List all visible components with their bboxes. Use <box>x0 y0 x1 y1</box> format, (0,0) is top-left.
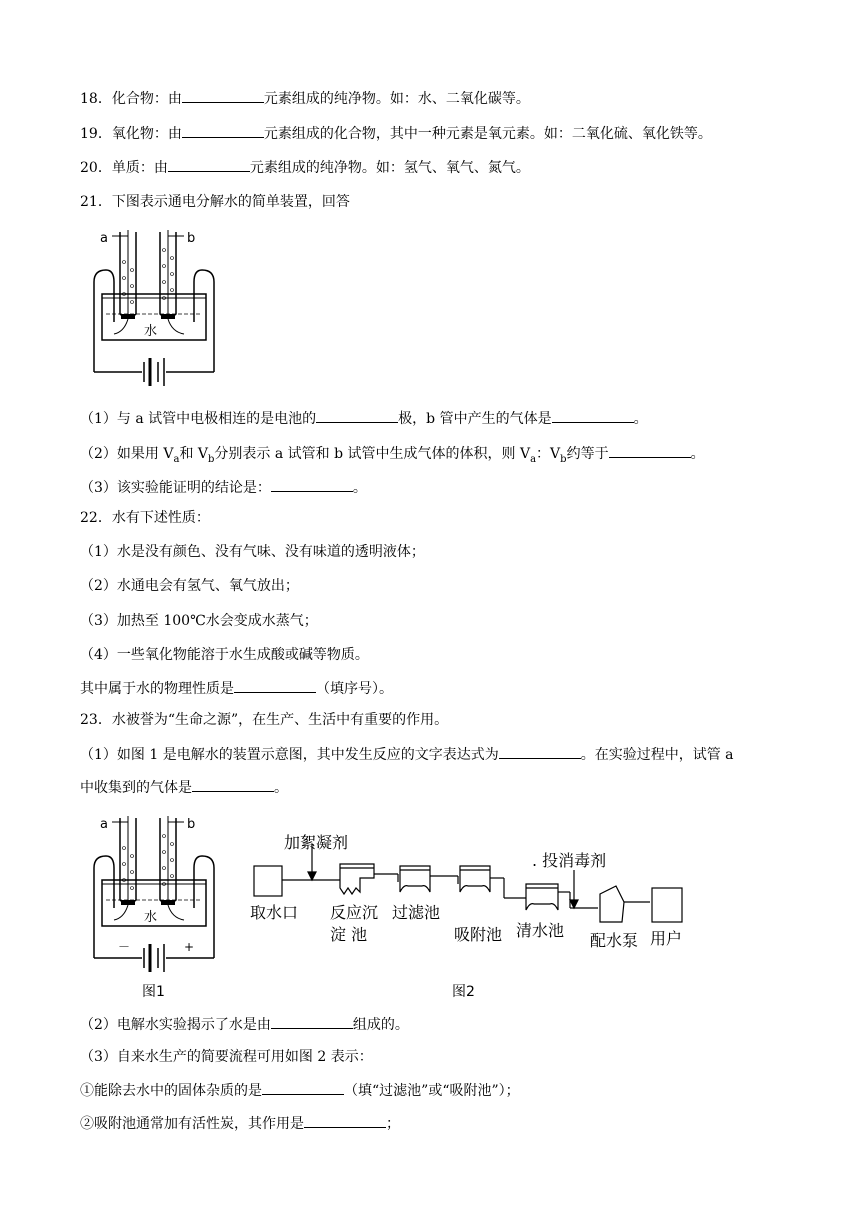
q19-number: 19． <box>80 126 112 142</box>
q22-ask-text-a: 其中属于水的物理性质是 <box>80 681 234 697</box>
q23-p3: （3）自来水生产的简要流程可用如图 2 表示： <box>80 1049 373 1065</box>
q20-number: 20． <box>80 160 112 176</box>
q18-text-a: 化合物：由 <box>111 91 182 107</box>
q22-ask-text-b: （填序号）。 <box>316 681 393 697</box>
q21-p2-sub2: b <box>208 453 215 465</box>
fig1-caption: 图1 <box>142 984 165 1000</box>
q23-p1-line1 <box>80 744 734 765</box>
q20-text-b: 元素组成的纯净物。如：氢气、氧气、氮气。 <box>249 160 530 176</box>
q21-p3-text-b: 。 <box>352 480 367 496</box>
q23-p1-line2 <box>80 777 288 798</box>
q21-p2-sub3: a <box>530 453 537 465</box>
q22-item-4: （4）一些氧化物能溶于水生成酸或碱等物质。 <box>80 647 369 663</box>
q22-blank[interactable] <box>234 678 316 693</box>
q22-item-1: （1）水是没有颜色、没有气味、没有味道的透明液体； <box>80 544 425 560</box>
fig2-label-reaction-2: 淀 池 <box>330 925 368 944</box>
fig2-label-pump: 配水泵 <box>590 931 639 950</box>
fig2-label-filter: 过滤池 <box>392 903 441 922</box>
q23-s2-blank[interactable] <box>304 1113 386 1128</box>
q21-p2-blank[interactable] <box>609 443 691 458</box>
q21-p2 <box>80 443 705 470</box>
q21-p3-text-a: （3）该实验能证明的结论是： <box>80 480 271 496</box>
fig2-label-intake: 取水口 <box>250 903 299 922</box>
q23-p1-blank2[interactable] <box>192 777 274 792</box>
q21-label-water: 水 <box>144 324 158 339</box>
q18-text-b: 元素组成的纯净物。如：水、二氧化碳等。 <box>263 91 530 107</box>
q22-ask <box>80 678 393 699</box>
fig1-label-water: 水 <box>144 910 158 925</box>
q20-text-a: 单质：由 <box>111 160 168 176</box>
q23-s1-text-b: （填“过滤池”或“吸附池”）； <box>344 1083 520 1099</box>
q21-p3 <box>80 477 367 498</box>
q23-s1 <box>80 1080 520 1101</box>
fig1-label-a: a <box>100 817 108 832</box>
q23-p2 <box>80 1014 409 1035</box>
q19-text-a: 氧化物：由 <box>111 126 182 142</box>
fig2-label-user: 用户 <box>650 929 683 948</box>
q22-item-2: （2）水通电会有氢气、氧气放出； <box>80 578 299 594</box>
fig2-caption: 图2 <box>452 984 475 1000</box>
fig1-label-plus: + <box>184 940 195 954</box>
q23-s1-blank[interactable] <box>262 1080 344 1095</box>
q23-p1-text-a: （1）如图 1 是电解水的装置示意图，其中发生反应的文字表达式为 <box>80 747 499 763</box>
q21-p2-text-a: （2）如果用 V <box>80 446 174 462</box>
q21-p1-blank2[interactable] <box>552 408 634 423</box>
q21-p2-text-c: 分别表示 a 试管和 b 试管中生成气体的体积，则 V <box>214 446 531 462</box>
q22-stem: 22．水有下述性质： <box>80 510 210 526</box>
q21-p1 <box>80 408 648 429</box>
q21-p1-text-c: 。 <box>633 411 648 427</box>
q23-p2-text-a: （2）电解水实验揭示了水是由 <box>80 1017 271 1033</box>
fig2-label-reaction-1: 反应沉 <box>330 903 379 922</box>
q23-stem: 23．水被誉为“生命之源”，在生产、生活中有重要的作用。 <box>80 712 449 728</box>
q20-line <box>80 157 530 178</box>
q21-p2-text-e: 约等于 <box>566 446 609 462</box>
q21-p2-text-f: 。 <box>690 446 705 462</box>
q21-p1-text-b: 极，b 管中产生的气体是 <box>398 411 552 427</box>
q21-label-b: b <box>187 231 196 246</box>
q21-p2-sub4: b <box>560 453 567 465</box>
q19-blank[interactable] <box>182 123 264 138</box>
fig1-label-b: b <box>187 817 196 832</box>
q22-item-3: （3）加热至 100℃水会变成水蒸气； <box>80 613 318 629</box>
fig1-label-minus: － <box>118 940 131 954</box>
q21-p2-text-b: 和 V <box>179 446 208 462</box>
q23-p1-blank1[interactable] <box>499 744 581 759</box>
q21-label-a: a <box>100 231 108 246</box>
q21-p3-blank[interactable] <box>271 477 353 492</box>
q19-line <box>80 123 712 144</box>
q18-number: 18． <box>80 91 112 107</box>
q21-electrolysis-figure <box>84 222 224 392</box>
q18-line <box>80 88 530 109</box>
q23-s2-text-b: ； <box>386 1116 400 1132</box>
fig2-label-coagulant: 加絮凝剂 <box>284 833 349 852</box>
q23-s1-text-a: ①能除去水中的固体杂质的是 <box>80 1083 262 1099</box>
q21-p1-blank1[interactable] <box>316 408 398 423</box>
q21-p2-sub1: a <box>173 453 180 465</box>
q23-p1-text-d: 。 <box>274 780 288 796</box>
q21-p2-text-d: ：V <box>536 446 561 462</box>
q23-figure-1 <box>84 808 224 1003</box>
q23-s2 <box>80 1113 400 1134</box>
q23-p2-text-b: 组成的。 <box>352 1017 409 1033</box>
q21-p1-text-a: （1）与 a 试管中电极相连的是电池的 <box>80 411 317 427</box>
q23-p2-blank[interactable] <box>271 1014 353 1029</box>
q23-figure-2 <box>250 826 700 1001</box>
q23-p1-text-c: 中收集到的气体是 <box>80 780 192 796</box>
fig2-label-disinfectant: . 投消毒剂 <box>532 851 607 870</box>
q19-text-b: 元素组成的化合物，其中一种元素是氧元素。如：二氧化硫、氧化铁等。 <box>263 126 712 142</box>
q23-s2-text-a: ②吸附池通常加有活性炭，其作用是 <box>80 1116 304 1132</box>
fig2-label-clear: 清水池 <box>516 921 565 940</box>
q18-blank[interactable] <box>182 88 264 103</box>
q21-stem: 21．下图表示通电分解水的简单装置，回答 <box>80 194 350 210</box>
q20-blank[interactable] <box>168 157 250 172</box>
fig2-label-adsorb: 吸附池 <box>454 925 503 944</box>
q23-p1-text-b: 。在实验过程中，试管 a <box>580 747 734 763</box>
